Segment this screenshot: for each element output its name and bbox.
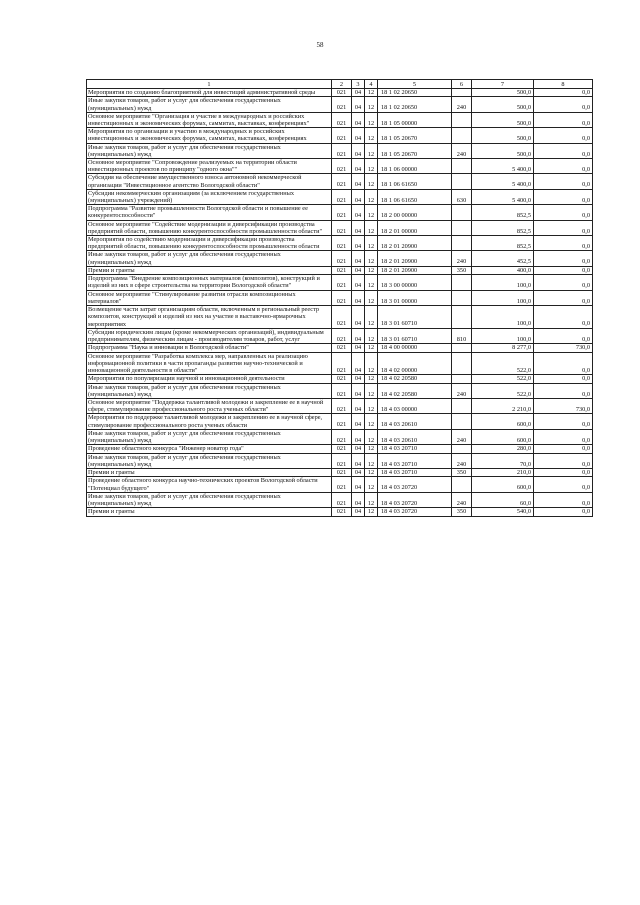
cell-section-code: 04 bbox=[352, 89, 365, 97]
cell-target-code: 18 4 02 00000 bbox=[378, 352, 452, 375]
cell-target-code: 18 4 03 00000 bbox=[378, 398, 452, 413]
cell-subsection-code: 12 bbox=[365, 275, 378, 290]
cell-target-code: 18 2 01 20900 bbox=[378, 266, 452, 274]
cell-ved-code: 021 bbox=[332, 468, 352, 476]
cell-amount-federal: 0,0 bbox=[534, 275, 593, 290]
budget-table bbox=[86, 79, 593, 517]
cell-expense-type bbox=[452, 205, 472, 220]
cell-ved-code: 021 bbox=[332, 328, 352, 343]
cell-expense-type bbox=[452, 445, 472, 453]
table-row bbox=[87, 352, 593, 375]
cell-subsection-code: 12 bbox=[365, 477, 378, 492]
cell-ved-code: 021 bbox=[332, 266, 352, 274]
cell-target-code: 18 4 03 20710 bbox=[378, 468, 452, 476]
cell-amount: 452,5 bbox=[472, 251, 534, 266]
cell-amount: 2 210,0 bbox=[472, 398, 534, 413]
cell-name: Основное мероприятие "Стимулирование развития отрасли композиционных материалов" bbox=[87, 290, 332, 305]
cell-ved-code: 021 bbox=[332, 128, 352, 143]
cell-name: Мероприятия по созданию благоприятной для инвестиций административной среды bbox=[87, 89, 332, 97]
cell-target-code: 18 1 02 20650 bbox=[378, 97, 452, 112]
cell-name: Проведение областного конкурса "Инженер новатор года" bbox=[87, 445, 332, 453]
cell-name: Основное мероприятие "Сопровождение реализуемых на территории области инвестиционных проектов по принципу "одного окна"" bbox=[87, 159, 332, 174]
cell-section-code: 04 bbox=[352, 97, 365, 112]
cell-name: Проведение областного конкурса научно-технических проектов Вологодской области "Потенциал будущего" bbox=[87, 477, 332, 492]
cell-target-code: 18 3 01 60710 bbox=[378, 328, 452, 343]
cell-amount: 280,0 bbox=[472, 445, 534, 453]
cell-ved-code: 021 bbox=[332, 189, 352, 204]
cell-ved-code: 021 bbox=[332, 352, 352, 375]
column-header: 7 bbox=[472, 80, 534, 89]
cell-ved-code: 021 bbox=[332, 453, 352, 468]
cell-target-code: 18 4 03 20610 bbox=[378, 414, 452, 429]
cell-subsection-code: 12 bbox=[365, 328, 378, 343]
table-row bbox=[87, 306, 593, 329]
cell-target-code: 18 4 02 20580 bbox=[378, 375, 452, 383]
cell-amount: 500,0 bbox=[472, 89, 534, 97]
cell-section-code: 04 bbox=[352, 468, 365, 476]
table-row bbox=[87, 143, 593, 158]
table-row bbox=[87, 468, 593, 476]
cell-amount-federal: 0,0 bbox=[534, 159, 593, 174]
table-row bbox=[87, 383, 593, 398]
cell-amount-federal: 0,0 bbox=[534, 205, 593, 220]
cell-amount-federal: 0,0 bbox=[534, 112, 593, 127]
cell-expense-type: 240 bbox=[452, 251, 472, 266]
table-row bbox=[87, 508, 593, 516]
cell-subsection-code: 12 bbox=[365, 97, 378, 112]
table-row bbox=[87, 328, 593, 343]
cell-subsection-code: 12 bbox=[365, 453, 378, 468]
cell-subsection-code: 12 bbox=[365, 445, 378, 453]
cell-section-code: 04 bbox=[352, 477, 365, 492]
cell-amount: 100,0 bbox=[472, 306, 534, 329]
cell-ved-code: 021 bbox=[332, 112, 352, 127]
cell-amount-federal: 0,0 bbox=[534, 477, 593, 492]
cell-section-code: 04 bbox=[352, 352, 365, 375]
cell-subsection-code: 12 bbox=[365, 143, 378, 158]
cell-amount: 522,0 bbox=[472, 352, 534, 375]
cell-section-code: 04 bbox=[352, 112, 365, 127]
cell-expense-type: 350 bbox=[452, 468, 472, 476]
column-header: 8 bbox=[534, 80, 593, 89]
table-row bbox=[87, 477, 593, 492]
cell-amount-federal: 0,0 bbox=[534, 251, 593, 266]
cell-expense-type: 350 bbox=[452, 508, 472, 516]
table-row bbox=[87, 375, 593, 383]
cell-target-code: 18 4 02 20580 bbox=[378, 383, 452, 398]
cell-target-code: 18 1 05 00000 bbox=[378, 112, 452, 127]
cell-expense-type: 350 bbox=[452, 266, 472, 274]
cell-target-code: 18 1 06 61650 bbox=[378, 189, 452, 204]
cell-section-code: 04 bbox=[352, 344, 365, 352]
cell-name: Основное мероприятие "Организация и участие в международных и российских инвестиционных и экономических форумах, саммитах, выставках, конференциях" bbox=[87, 112, 332, 127]
cell-expense-type bbox=[452, 306, 472, 329]
cell-section-code: 04 bbox=[352, 128, 365, 143]
cell-target-code: 18 2 00 00000 bbox=[378, 205, 452, 220]
cell-ved-code: 021 bbox=[332, 220, 352, 235]
cell-subsection-code: 12 bbox=[365, 508, 378, 516]
cell-name: Мероприятия по содействию модернизации и диверсификации производства предприятий области, повышению конкурентоспособности промышленности области bbox=[87, 236, 332, 251]
cell-amount: 210,0 bbox=[472, 468, 534, 476]
cell-amount-federal: 0,0 bbox=[534, 266, 593, 274]
cell-amount-federal: 0,0 bbox=[534, 445, 593, 453]
cell-expense-type: 240 bbox=[452, 453, 472, 468]
cell-name: Мероприятия по популяризации научной и инновационной деятельности bbox=[87, 375, 332, 383]
cell-subsection-code: 12 bbox=[365, 174, 378, 189]
cell-ved-code: 021 bbox=[332, 205, 352, 220]
cell-amount-federal: 0,0 bbox=[534, 375, 593, 383]
cell-expense-type bbox=[452, 112, 472, 127]
cell-amount: 852,5 bbox=[472, 205, 534, 220]
cell-section-code: 04 bbox=[352, 174, 365, 189]
cell-ved-code: 021 bbox=[332, 492, 352, 507]
cell-name: Основное мероприятие "Поддержка талантливой молодежи и закрепление ее в научной сфере, стимулирование профессионального роста ученых области" bbox=[87, 398, 332, 413]
cell-amount: 70,0 bbox=[472, 453, 534, 468]
cell-subsection-code: 12 bbox=[365, 251, 378, 266]
cell-expense-type: 240 bbox=[452, 97, 472, 112]
cell-amount: 600,0 bbox=[472, 429, 534, 444]
cell-amount-federal: 0,0 bbox=[534, 328, 593, 343]
cell-ved-code: 021 bbox=[332, 445, 352, 453]
cell-section-code: 04 bbox=[352, 275, 365, 290]
cell-section-code: 04 bbox=[352, 266, 365, 274]
cell-subsection-code: 12 bbox=[365, 189, 378, 204]
cell-subsection-code: 12 bbox=[365, 236, 378, 251]
cell-target-code: 18 4 03 20720 bbox=[378, 492, 452, 507]
cell-target-code: 18 1 06 00000 bbox=[378, 159, 452, 174]
cell-section-code: 04 bbox=[352, 414, 365, 429]
cell-section-code: 04 bbox=[352, 290, 365, 305]
cell-ved-code: 021 bbox=[332, 344, 352, 352]
cell-expense-type: 810 bbox=[452, 328, 472, 343]
cell-amount-federal: 0,0 bbox=[534, 383, 593, 398]
column-header: 6 bbox=[452, 80, 472, 89]
cell-amount: 522,0 bbox=[472, 375, 534, 383]
cell-amount: 852,5 bbox=[472, 220, 534, 235]
cell-amount: 5 400,0 bbox=[472, 174, 534, 189]
cell-amount: 100,0 bbox=[472, 275, 534, 290]
cell-amount: 500,0 bbox=[472, 97, 534, 112]
column-header: 3 bbox=[352, 80, 365, 89]
column-header: 4 bbox=[365, 80, 378, 89]
table-row bbox=[87, 414, 593, 429]
cell-expense-type: 240 bbox=[452, 492, 472, 507]
cell-expense-type bbox=[452, 128, 472, 143]
cell-expense-type bbox=[452, 174, 472, 189]
table-row bbox=[87, 398, 593, 413]
cell-name: Субсидии юридическим лицам (кроме некоммерческих организаций), индивидуальным предпринимателям, физическим лицам - производителям товаров, работ, услуг bbox=[87, 328, 332, 343]
cell-section-code: 04 bbox=[352, 492, 365, 507]
cell-amount: 60,0 bbox=[472, 492, 534, 507]
cell-expense-type bbox=[452, 275, 472, 290]
cell-target-code: 18 2 01 20900 bbox=[378, 236, 452, 251]
cell-ved-code: 021 bbox=[332, 414, 352, 429]
cell-ved-code: 021 bbox=[332, 275, 352, 290]
cell-amount: 100,0 bbox=[472, 290, 534, 305]
cell-expense-type: 240 bbox=[452, 429, 472, 444]
cell-section-code: 04 bbox=[352, 143, 365, 158]
cell-expense-type bbox=[452, 352, 472, 375]
cell-ved-code: 021 bbox=[332, 97, 352, 112]
cell-target-code: 18 1 05 20670 bbox=[378, 143, 452, 158]
table-row bbox=[87, 159, 593, 174]
cell-target-code: 18 3 01 60710 bbox=[378, 306, 452, 329]
cell-amount: 100,0 bbox=[472, 328, 534, 343]
cell-name: Возмещение части затрат организациям области, включенным в региональный реестр композитов, конструкций и изделий из них на участие в выставочно-ярмарочных мероприятиях bbox=[87, 306, 332, 329]
cell-subsection-code: 12 bbox=[365, 383, 378, 398]
cell-section-code: 04 bbox=[352, 205, 365, 220]
cell-target-code: 18 1 06 61650 bbox=[378, 174, 452, 189]
cell-name: Субсидии некоммерческим организациям (за исключением государственных (муниципальных) учреждений) bbox=[87, 189, 332, 204]
page-number: 58 bbox=[316, 41, 324, 49]
cell-amount-federal: 0,0 bbox=[534, 306, 593, 329]
cell-subsection-code: 12 bbox=[365, 306, 378, 329]
cell-target-code: 18 4 03 20720 bbox=[378, 477, 452, 492]
cell-subsection-code: 12 bbox=[365, 429, 378, 444]
table-row bbox=[87, 266, 593, 274]
cell-section-code: 04 bbox=[352, 236, 365, 251]
cell-section-code: 04 bbox=[352, 453, 365, 468]
cell-expense-type bbox=[452, 477, 472, 492]
cell-amount-federal: 0,0 bbox=[534, 453, 593, 468]
cell-target-code: 18 4 03 20610 bbox=[378, 429, 452, 444]
cell-ved-code: 021 bbox=[332, 143, 352, 158]
cell-expense-type bbox=[452, 414, 472, 429]
cell-target-code: 18 3 00 00000 bbox=[378, 275, 452, 290]
cell-amount-federal: 0,0 bbox=[534, 352, 593, 375]
table-row bbox=[87, 344, 593, 352]
cell-expense-type bbox=[452, 398, 472, 413]
cell-amount: 5 400,0 bbox=[472, 159, 534, 174]
cell-target-code: 18 4 03 20710 bbox=[378, 445, 452, 453]
table-row bbox=[87, 128, 593, 143]
cell-name: Подпрограмма "Внедрение композиционных материалов (композитов), конструкций и изделий из них в сфере строительства на территории Вологодской области" bbox=[87, 275, 332, 290]
cell-section-code: 04 bbox=[352, 220, 365, 235]
cell-amount-federal: 0,0 bbox=[534, 492, 593, 507]
cell-target-code: 18 2 01 00000 bbox=[378, 220, 452, 235]
cell-amount-federal: 0,0 bbox=[534, 89, 593, 97]
table-row bbox=[87, 112, 593, 127]
cell-name: Иные закупки товаров, работ и услуг для обеспечения государственных (муниципальных) нужд bbox=[87, 251, 332, 266]
cell-amount: 400,0 bbox=[472, 266, 534, 274]
cell-amount-federal: 0,0 bbox=[534, 429, 593, 444]
cell-section-code: 04 bbox=[352, 383, 365, 398]
table-row bbox=[87, 290, 593, 305]
table-row bbox=[87, 97, 593, 112]
header-row bbox=[87, 80, 593, 89]
cell-subsection-code: 12 bbox=[365, 159, 378, 174]
cell-ved-code: 021 bbox=[332, 383, 352, 398]
cell-target-code: 18 1 05 20670 bbox=[378, 128, 452, 143]
cell-amount-federal: 0,0 bbox=[534, 97, 593, 112]
cell-expense-type bbox=[452, 344, 472, 352]
cell-subsection-code: 12 bbox=[365, 492, 378, 507]
column-header: 1 bbox=[87, 80, 332, 89]
cell-section-code: 04 bbox=[352, 375, 365, 383]
cell-target-code: 18 3 01 00000 bbox=[378, 290, 452, 305]
cell-amount-federal: 0,0 bbox=[534, 236, 593, 251]
cell-ved-code: 021 bbox=[332, 477, 352, 492]
cell-amount: 522,0 bbox=[472, 383, 534, 398]
cell-target-code: 18 4 03 20720 bbox=[378, 508, 452, 516]
cell-amount-federal: 0,0 bbox=[534, 143, 593, 158]
cell-amount-federal: 0,0 bbox=[534, 174, 593, 189]
table-row bbox=[87, 429, 593, 444]
cell-amount: 500,0 bbox=[472, 112, 534, 127]
cell-expense-type: 240 bbox=[452, 383, 472, 398]
cell-name: Иные закупки товаров, работ и услуг для обеспечения государственных (муниципальных) нужд bbox=[87, 453, 332, 468]
cell-name: Подпрограмма "Наука и инновации в Вологодской области" bbox=[87, 344, 332, 352]
column-header: 2 bbox=[332, 80, 352, 89]
cell-amount: 540,0 bbox=[472, 508, 534, 516]
cell-name: Субсидия на обеспечение имущественного взноса автономной некоммерческой организации "Инвестиционное агентство Вологодской области" bbox=[87, 174, 332, 189]
table-row bbox=[87, 492, 593, 507]
cell-amount-federal: 0,0 bbox=[534, 414, 593, 429]
cell-section-code: 04 bbox=[352, 445, 365, 453]
cell-expense-type bbox=[452, 159, 472, 174]
cell-name: Основное мероприятие "Разработка комплекса мер, направленных на реализацию информационной политики в части пропаганды развития научно-технической и инновационной деятельности в области" bbox=[87, 352, 332, 375]
cell-section-code: 04 bbox=[352, 251, 365, 266]
cell-section-code: 04 bbox=[352, 189, 365, 204]
cell-target-code: 18 4 00 00000 bbox=[378, 344, 452, 352]
cell-amount: 8 277,0 bbox=[472, 344, 534, 352]
cell-section-code: 04 bbox=[352, 306, 365, 329]
cell-expense-type bbox=[452, 290, 472, 305]
cell-name: Премии и гранты bbox=[87, 468, 332, 476]
cell-expense-type bbox=[452, 375, 472, 383]
cell-amount-federal: 0,0 bbox=[534, 290, 593, 305]
cell-target-code: 18 1 02 20650 bbox=[378, 89, 452, 97]
cell-subsection-code: 12 bbox=[365, 344, 378, 352]
table-row bbox=[87, 89, 593, 97]
cell-amount: 500,0 bbox=[472, 128, 534, 143]
table-row bbox=[87, 220, 593, 235]
cell-amount: 600,0 bbox=[472, 414, 534, 429]
cell-subsection-code: 12 bbox=[365, 205, 378, 220]
cell-section-code: 04 bbox=[352, 429, 365, 444]
cell-name: Иные закупки товаров, работ и услуг для обеспечения государственных (муниципальных) нужд bbox=[87, 143, 332, 158]
cell-name: Премии и гранты bbox=[87, 266, 332, 274]
cell-expense-type: 630 bbox=[452, 189, 472, 204]
table-row bbox=[87, 445, 593, 453]
cell-amount-federal: 730,0 bbox=[534, 398, 593, 413]
cell-ved-code: 021 bbox=[332, 290, 352, 305]
cell-target-code: 18 2 01 20900 bbox=[378, 251, 452, 266]
cell-amount-federal: 0,0 bbox=[534, 220, 593, 235]
cell-expense-type bbox=[452, 89, 472, 97]
cell-name: Иные закупки товаров, работ и услуг для обеспечения государственных (муниципальных) нужд bbox=[87, 429, 332, 444]
cell-name: Иные закупки товаров, работ и услуг для обеспечения государственных (муниципальных) нужд bbox=[87, 492, 332, 507]
cell-ved-code: 021 bbox=[332, 375, 352, 383]
cell-ved-code: 021 bbox=[332, 508, 352, 516]
cell-subsection-code: 12 bbox=[365, 220, 378, 235]
cell-amount-federal: 0,0 bbox=[534, 468, 593, 476]
cell-subsection-code: 12 bbox=[365, 89, 378, 97]
cell-amount-federal: 0,0 bbox=[534, 189, 593, 204]
cell-section-code: 04 bbox=[352, 159, 365, 174]
table-row bbox=[87, 453, 593, 468]
cell-expense-type bbox=[452, 220, 472, 235]
cell-ved-code: 021 bbox=[332, 89, 352, 97]
cell-subsection-code: 12 bbox=[365, 468, 378, 476]
cell-amount: 5 400,0 bbox=[472, 189, 534, 204]
cell-amount: 500,0 bbox=[472, 143, 534, 158]
cell-name: Подпрограмма "Развитие промышленности Вологодской области и повышение ее конкурентоспособности" bbox=[87, 205, 332, 220]
cell-name: Мероприятия по организации и участию в международных и российских инвестиционных и экономических форумах, саммитах, выставках, конференциях bbox=[87, 128, 332, 143]
cell-amount: 600,0 bbox=[472, 477, 534, 492]
cell-section-code: 04 bbox=[352, 398, 365, 413]
cell-amount-federal: 0,0 bbox=[534, 128, 593, 143]
cell-subsection-code: 12 bbox=[365, 352, 378, 375]
cell-expense-type: 240 bbox=[452, 143, 472, 158]
cell-subsection-code: 12 bbox=[365, 266, 378, 274]
cell-amount-federal: 0,0 bbox=[534, 508, 593, 516]
cell-ved-code: 021 bbox=[332, 429, 352, 444]
cell-ved-code: 021 bbox=[332, 251, 352, 266]
table-row bbox=[87, 236, 593, 251]
cell-name: Премии и гранты bbox=[87, 508, 332, 516]
cell-name: Иные закупки товаров, работ и услуг для обеспечения государственных (муниципальных) нужд bbox=[87, 97, 332, 112]
table-row bbox=[87, 251, 593, 266]
cell-amount: 852,5 bbox=[472, 236, 534, 251]
cell-name: Мероприятия по поддержке талантливой молодежи и закреплению ее в научной сфере, стимулирование профессионального роста ученых области bbox=[87, 414, 332, 429]
column-header: 5 bbox=[378, 80, 452, 89]
cell-name: Иные закупки товаров, работ и услуг для обеспечения государственных (муниципальных) нужд bbox=[87, 383, 332, 398]
cell-expense-type bbox=[452, 236, 472, 251]
cell-name: Основное мероприятие "Содействие модернизации и диверсификации производства предприятий области, повышению конкурентоспособности промышленности области" bbox=[87, 220, 332, 235]
cell-target-code: 18 4 03 20710 bbox=[378, 453, 452, 468]
cell-ved-code: 021 bbox=[332, 159, 352, 174]
cell-ved-code: 021 bbox=[332, 236, 352, 251]
cell-ved-code: 021 bbox=[332, 174, 352, 189]
cell-subsection-code: 12 bbox=[365, 112, 378, 127]
table-row bbox=[87, 275, 593, 290]
cell-section-code: 04 bbox=[352, 328, 365, 343]
cell-section-code: 04 bbox=[352, 508, 365, 516]
cell-subsection-code: 12 bbox=[365, 398, 378, 413]
cell-ved-code: 021 bbox=[332, 306, 352, 329]
cell-subsection-code: 12 bbox=[365, 128, 378, 143]
table-body bbox=[87, 89, 593, 517]
cell-subsection-code: 12 bbox=[365, 290, 378, 305]
table-row bbox=[87, 189, 593, 204]
cell-subsection-code: 12 bbox=[365, 375, 378, 383]
table-row bbox=[87, 205, 593, 220]
table-row bbox=[87, 174, 593, 189]
cell-ved-code: 021 bbox=[332, 398, 352, 413]
cell-amount-federal: 730,0 bbox=[534, 344, 593, 352]
cell-subsection-code: 12 bbox=[365, 414, 378, 429]
